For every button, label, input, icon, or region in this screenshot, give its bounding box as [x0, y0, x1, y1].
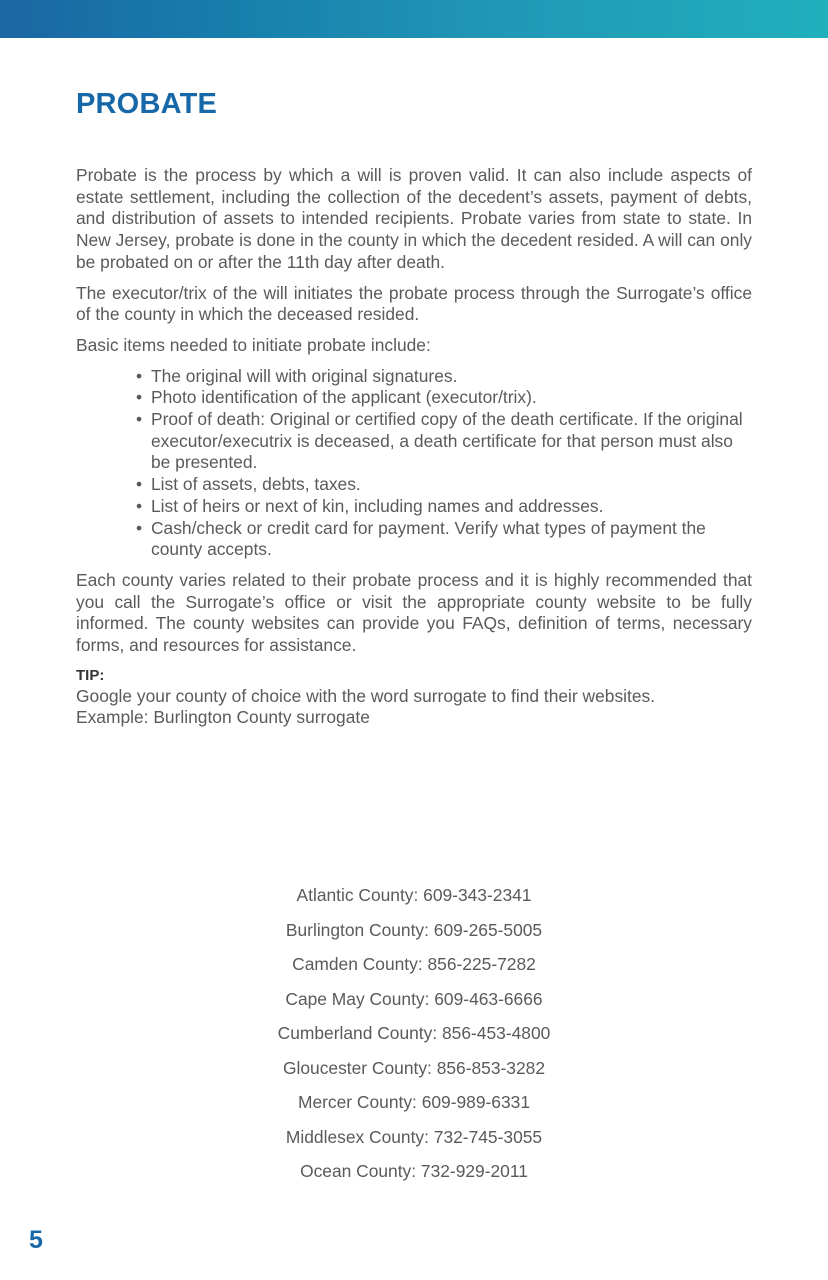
county-contact: Camden County: 856-225-7282 [292, 954, 536, 974]
list-item [136, 409, 752, 474]
main-content [76, 165, 752, 729]
bullet-icon: • [136, 474, 143, 495]
tip-label: TIP: [76, 666, 105, 684]
list-item-text: List of assets, debts, taxes. [151, 474, 361, 495]
list-item [136, 474, 752, 496]
county-contact: Mercer County: 609-989-6331 [297, 1092, 530, 1112]
intro-paragraph: Probate is the process by which a will is proven valid. It can also include aspects of estate settlement, including the collection of the decedent’s assets, payment of debts, and distribution of assets to intended recipients. Probate varies from state to state. In New Jersey, probate is done in the county in which the decedent resided. A will can only be probated on or after the 11th day after death. [76, 165, 752, 272]
tip-line-1: Google your county of choice with the word surrogate to find their websites. [76, 685, 656, 706]
basic-items-intro: Basic items needed to initiate probate include: [76, 334, 431, 355]
county-contact: Middlesex County: 732-745-3055 [285, 1126, 543, 1147]
list-item [136, 365, 752, 388]
county-contact: Cape May County: 609-463-6666 [285, 988, 543, 1009]
county-contact: Cumberland County: 856-453-4800 [277, 1023, 551, 1043]
list-item-text: Photo identification of the applicant (executor/trix). [151, 387, 537, 408]
list-item-text: List of heirs or next of kin, including names and addresses. [151, 495, 604, 516]
list-item-text: The original will with original signatures. [151, 365, 458, 386]
tip-section [76, 666, 752, 729]
list-item-text: Cash/check or credit card for payment. Verify what types of payment the county accepts. [151, 517, 706, 560]
bullet-icon: • [136, 409, 143, 430]
list-item-text: Proof of death: Original or certified copy of the death certificate. If the original executor/executrix is deceased, a death certificate for that person must also be presented. [151, 409, 743, 473]
county-contact: Ocean County: 732-929-2011 [300, 1161, 528, 1181]
tip-line-2: Example: Burlington County surrogate [76, 707, 370, 728]
county-contact: Atlantic County: 609-343-2341 [296, 885, 532, 905]
county-varies-paragraph: Each county varies related to their probate process and it is highly recommended that you call the Surrogate’s office or visit the appropriate county website to be fully informed. The county websites can provide you FAQs, definition of terms, necessary forms, and resources for assistance. [76, 569, 752, 656]
county-contact: Gloucester County: 856-853-3282 [283, 1057, 545, 1078]
page-number: 5 [29, 1226, 43, 1254]
bullet-icon: • [136, 365, 143, 386]
page-title: PROBATE [76, 88, 218, 120]
bullet-icon: • [136, 387, 143, 408]
bullet-icon: • [136, 495, 143, 516]
list-item [136, 517, 752, 561]
list-item [136, 495, 752, 518]
basic-items-list [76, 366, 752, 561]
list-item [136, 387, 752, 409]
county-contact: Burlington County: 609-265-5005 [285, 919, 543, 940]
bullet-icon: • [136, 517, 143, 538]
county-contacts-list [0, 884, 828, 1195]
executor-paragraph: The executor/trix of the will initiates the probate process through the Surrogate’s office of the county in which the deceased resided. [76, 282, 752, 325]
header-gradient-band [0, 0, 828, 38]
